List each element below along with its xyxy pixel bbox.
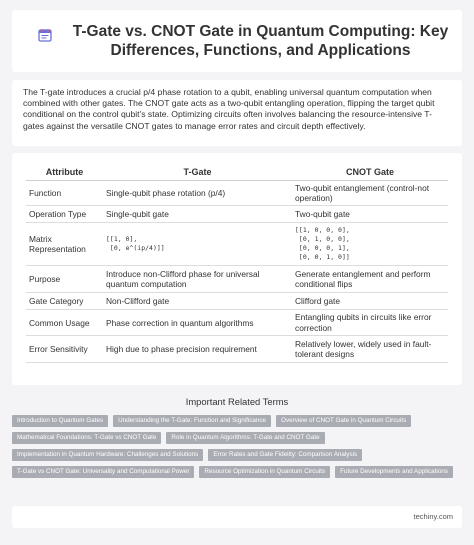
t-gate-cell: High due to phase precision requirement	[103, 336, 292, 363]
cnot-gate-cell: Clifford gate	[292, 293, 448, 310]
t-gate-cell: Non-Clifford gate	[103, 293, 292, 310]
table-row	[26, 336, 448, 363]
cnot-gate-cell: [[1, 0, 0, 0], [0, 1, 0, 0], [0, 0, 0, 1], [0, 0, 1, 0]]	[292, 223, 448, 266]
comparison-table	[26, 164, 448, 363]
related-term-tag[interactable]: Implementation in Quantum Hardware: Challenges and Solutions	[12, 449, 203, 461]
column-header: T-Gate	[103, 164, 292, 180]
table-row	[26, 266, 448, 293]
cnot-gate-cell: Relatively lower, widely used in fault-tolerant designs	[292, 336, 448, 363]
related-term-tag[interactable]: Role in Quantum Algorithms: T-Gate and CNOT Gate	[166, 432, 324, 444]
table-row	[26, 293, 448, 310]
t-gate-cell: Phase correction in quantum algorithms	[103, 310, 292, 336]
intro-text: The T-gate introduces a crucial p/4 phase rotation to a qubit, enabling universal quantum computation when combined with other gates. The CNOT gate acts as a two-qubit entangling operation, flipping the target qubit conditional on the control qubit's state. Optimizing circuits often involves balancing the resource-intensive T-gates against the versatile CNOT gates to manage error rates and circuit depth effectively.	[23, 87, 435, 131]
cnot-gate-cell: Generate entanglement and perform conditional flips	[292, 266, 448, 293]
related-term-tag[interactable]: Introduction to Quantum Gates	[12, 415, 108, 427]
attribute-cell: Matrix Representation	[26, 223, 103, 266]
cnot-gate-cell: Entangling qubits in circuits like error correction	[292, 310, 448, 336]
related-terms-list	[12, 415, 462, 478]
cnot-gate-cell: Two-qubit entanglement (control-not operation)	[292, 180, 448, 206]
related-term-tag[interactable]: Overview of CNOT Gate in Quantum Circuits	[276, 415, 411, 427]
intro-card	[12, 80, 462, 146]
column-header: Attribute	[26, 164, 103, 180]
attribute-cell: Gate Category	[26, 293, 103, 310]
table-row	[26, 310, 448, 336]
table-row	[26, 206, 448, 223]
header-card	[12, 10, 462, 72]
comparison-card	[12, 153, 462, 385]
related-term-tag[interactable]: Error Rates and Gate Fidelity: Comparison Analysis	[208, 449, 362, 461]
related-term-tag[interactable]: Mathematical Foundations: T-Gate vs CNOT Gate	[12, 432, 161, 444]
page-title: T-Gate vs. CNOT Gate in Quantum Computing: Key Differences, Functions, and Applications	[72, 23, 449, 59]
table-row	[26, 223, 448, 266]
attribute-cell: Common Usage	[26, 310, 103, 336]
attribute-cell: Operation Type	[26, 206, 103, 223]
attribute-cell: Function	[26, 180, 103, 206]
related-term-tag[interactable]: T-Gate vs CNOT Gate: Universality and Computational Power	[12, 466, 194, 478]
footer	[12, 506, 462, 528]
related-term-tag[interactable]: Resource Optimization in Quantum Circuits	[199, 466, 330, 478]
table-header-row	[26, 164, 448, 180]
related-term-tag[interactable]: Understanding the T-Gate: Function and Significance	[113, 415, 271, 427]
t-gate-cell: [[1, 0], [0, e^(ip/4)]]	[103, 223, 292, 266]
t-gate-cell: Single-qubit phase rotation (p/4)	[103, 180, 292, 206]
cnot-gate-cell: Two-qubit gate	[292, 206, 448, 223]
related-terms-title: Important Related Terms	[185, 396, 289, 407]
t-gate-cell: Introduce non-Clifford phase for universal quantum computation	[103, 266, 292, 293]
table-row	[26, 180, 448, 206]
column-header: CNOT Gate	[292, 164, 448, 180]
attribute-cell: Error Sensitivity	[26, 336, 103, 363]
related-term-tag[interactable]: Future Developments and Applications	[335, 466, 453, 478]
brand-label: techiny.com	[413, 512, 453, 521]
attribute-cell: Purpose	[26, 266, 103, 293]
t-gate-cell: Single-qubit gate	[103, 206, 292, 223]
document-icon	[38, 28, 52, 42]
